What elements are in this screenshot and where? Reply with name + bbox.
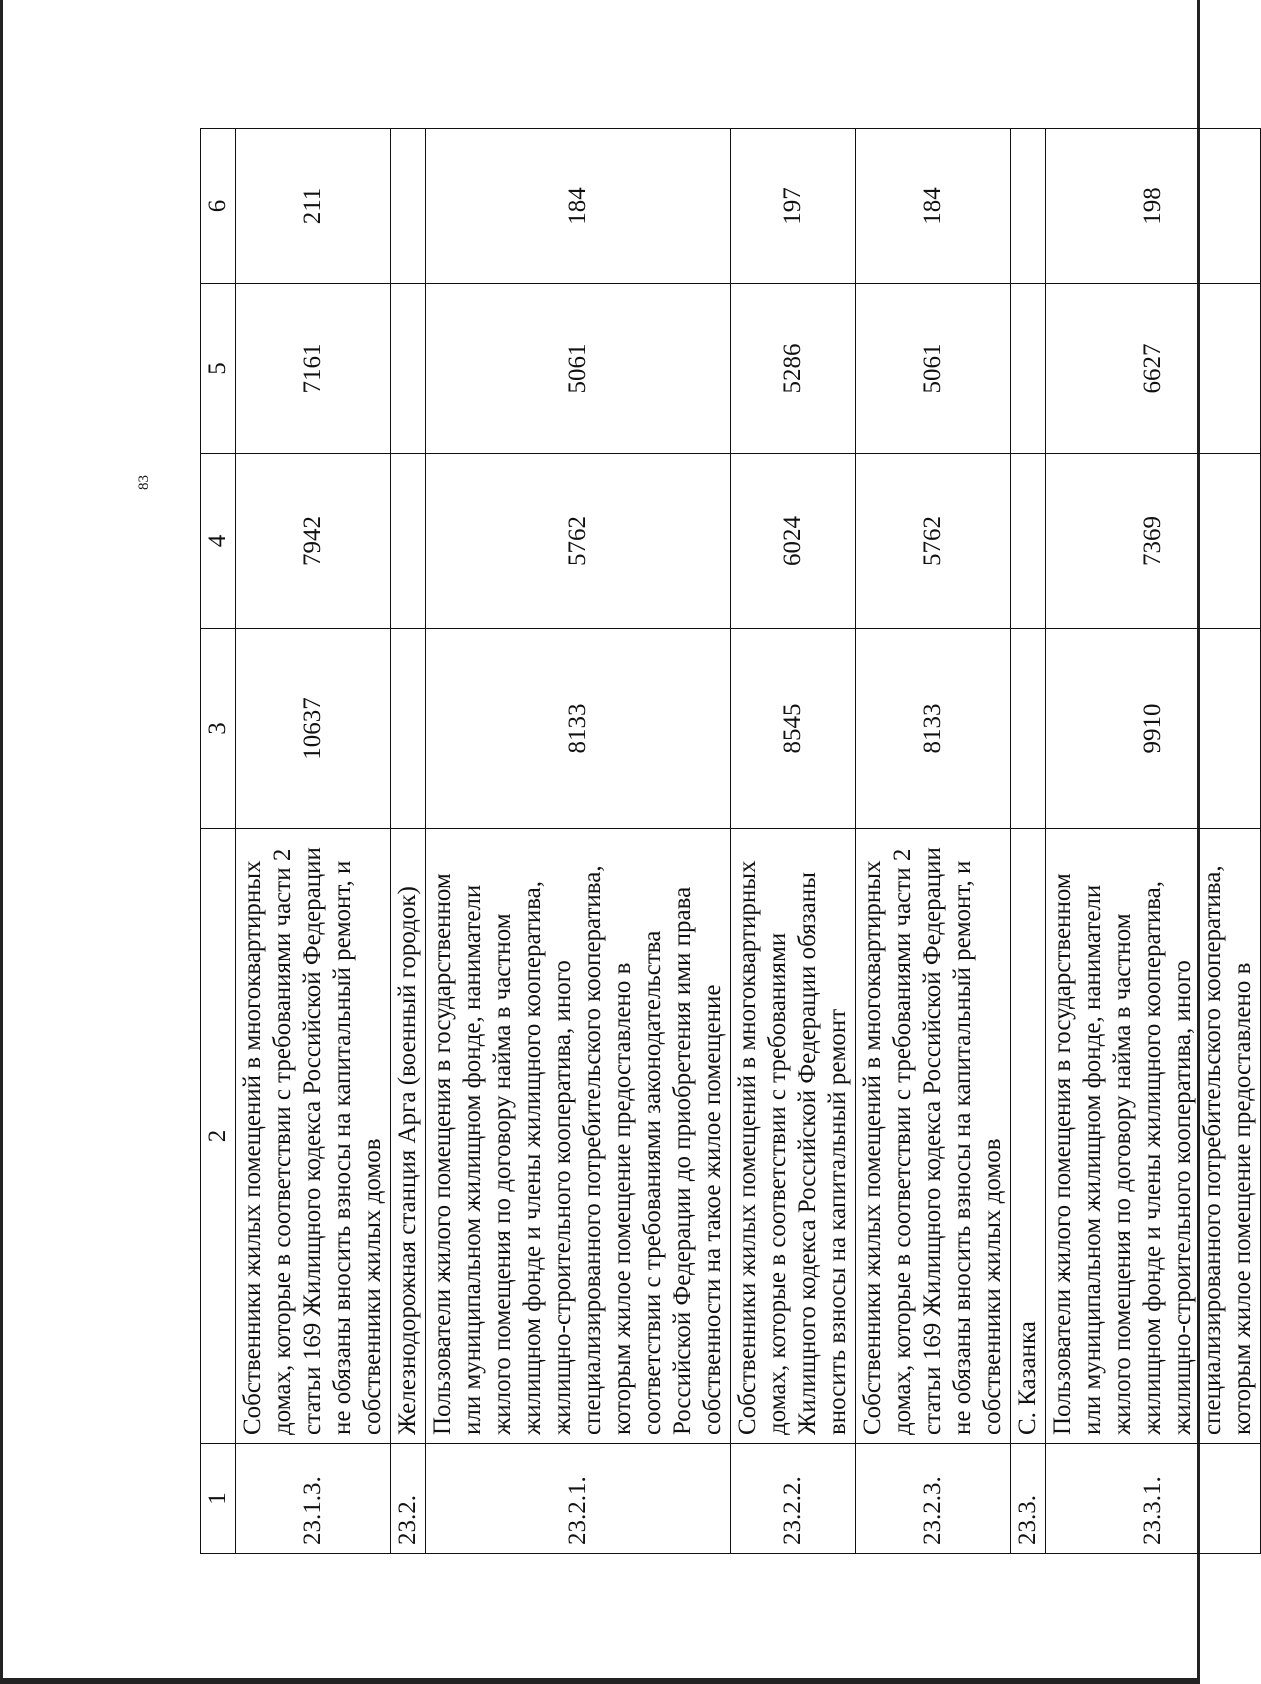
row-value-6 xyxy=(1011,129,1046,284)
row-description: С. Казанка xyxy=(1011,829,1046,1444)
column-header-4: 4 xyxy=(201,454,236,629)
row-code: 23.1.3. xyxy=(236,1444,391,1554)
row-value-3: 8545 xyxy=(731,629,856,829)
table-row xyxy=(236,129,391,1554)
row-code: 23.2.2. xyxy=(731,1444,856,1554)
column-header-5: 5 xyxy=(201,284,236,454)
row-value-5: 5061 xyxy=(856,284,1011,454)
row-value-4: 7942 xyxy=(236,454,391,629)
table-row xyxy=(426,129,731,1554)
row-description: Пользователи жилого помещения в государственном или муниципальном жилищном фонде, наниматели жилого помещения по договору найма в частном жилищном фонде и члены жилищного кооператива, жилищно-строительного кооператива, иного специализированного потребительского кооператива, которым жилое помещение предоставлено в соответствии с требованиями законодательства Российской Федерации до приобретения ими права собственности на такое жилое помещение xyxy=(426,829,731,1444)
table-row xyxy=(856,129,1011,1554)
row-value-5: 5286 xyxy=(731,284,856,454)
table-row xyxy=(731,129,856,1554)
row-value-6: 197 xyxy=(731,129,856,284)
table-container xyxy=(200,129,1256,1554)
tariff-table xyxy=(200,128,1261,1554)
row-value-3 xyxy=(391,629,426,829)
row-code: 23.2. xyxy=(391,1444,426,1554)
row-description: Собственники жилых помещений в многоквартирных домах, которые в соответствии с требованиями Жилищного кодекса Российской Федерации обязаны вносить взносы на капитальный ремонт xyxy=(731,829,856,1444)
row-code: 23.3.1. xyxy=(1046,1444,1261,1554)
row-value-6: 211 xyxy=(236,129,391,284)
row-code: 23.3. xyxy=(1011,1444,1046,1554)
table-header-row xyxy=(201,129,236,1554)
row-value-4: 5762 xyxy=(856,454,1011,629)
row-value-6: 184 xyxy=(426,129,731,284)
row-description: Собственники жилых помещений в многоквартирных домах, которые в соответствии с требованиями части 2 статьи 169 Жилищного кодекса Российской Федерации не обязаны вносить взносы на капитальный ремонт, и собственники жилых домов xyxy=(236,829,391,1444)
row-code: 23.2.1. xyxy=(426,1444,731,1554)
row-value-5: 7161 xyxy=(236,284,391,454)
table-row xyxy=(391,129,426,1554)
row-value-6 xyxy=(391,129,426,284)
row-value-4: 7369 xyxy=(1046,454,1261,629)
row-value-6: 184 xyxy=(856,129,1011,284)
row-value-5: 5061 xyxy=(426,284,731,454)
column-header-6: 6 xyxy=(201,129,236,284)
column-header-1: 1 xyxy=(201,1444,236,1554)
row-value-5: 6627 xyxy=(1046,284,1261,454)
page-number: 83 xyxy=(136,475,152,490)
row-value-4 xyxy=(1011,454,1046,629)
row-value-5 xyxy=(391,284,426,454)
row-code: 23.2.3. xyxy=(856,1444,1011,1554)
table-row xyxy=(1046,129,1261,1554)
row-value-3 xyxy=(1011,629,1046,829)
row-description: Пользователи жилого помещения в государственном или муниципальном жилищном фонде, наниматели жилого помещения по договору найма в частном жилищном фонде и члены жилищного кооператива, жилищно-строительного кооператива, иного специализированного потребительского кооператива, которым жилое помещение предоставлено в xyxy=(1046,829,1261,1444)
table-row xyxy=(1011,129,1046,1554)
column-header-2: 2 xyxy=(201,829,236,1444)
row-value-4 xyxy=(391,454,426,629)
row-value-4: 5762 xyxy=(426,454,731,629)
row-value-3: 8133 xyxy=(426,629,731,829)
row-value-4: 6024 xyxy=(731,454,856,629)
row-description: Железнодорожная станция Арга (военный городок) xyxy=(391,829,426,1444)
row-value-3: 8133 xyxy=(856,629,1011,829)
row-value-3: 10637 xyxy=(236,629,391,829)
row-value-5 xyxy=(1011,284,1046,454)
row-description: Собственники жилых помещений в многоквартирных домах, которые в соответствии с требованиями части 2 статьи 169 Жилищного кодекса Российской Федерации не обязаны вносить взносы на капитальный ремонт, и собственники жилых домов xyxy=(856,829,1011,1444)
scan-edge-left xyxy=(0,0,3,1684)
row-value-3: 9910 xyxy=(1046,629,1261,829)
row-value-6: 198 xyxy=(1046,129,1261,284)
column-header-3: 3 xyxy=(201,629,236,829)
scan-edge-bottom xyxy=(0,1678,1200,1684)
